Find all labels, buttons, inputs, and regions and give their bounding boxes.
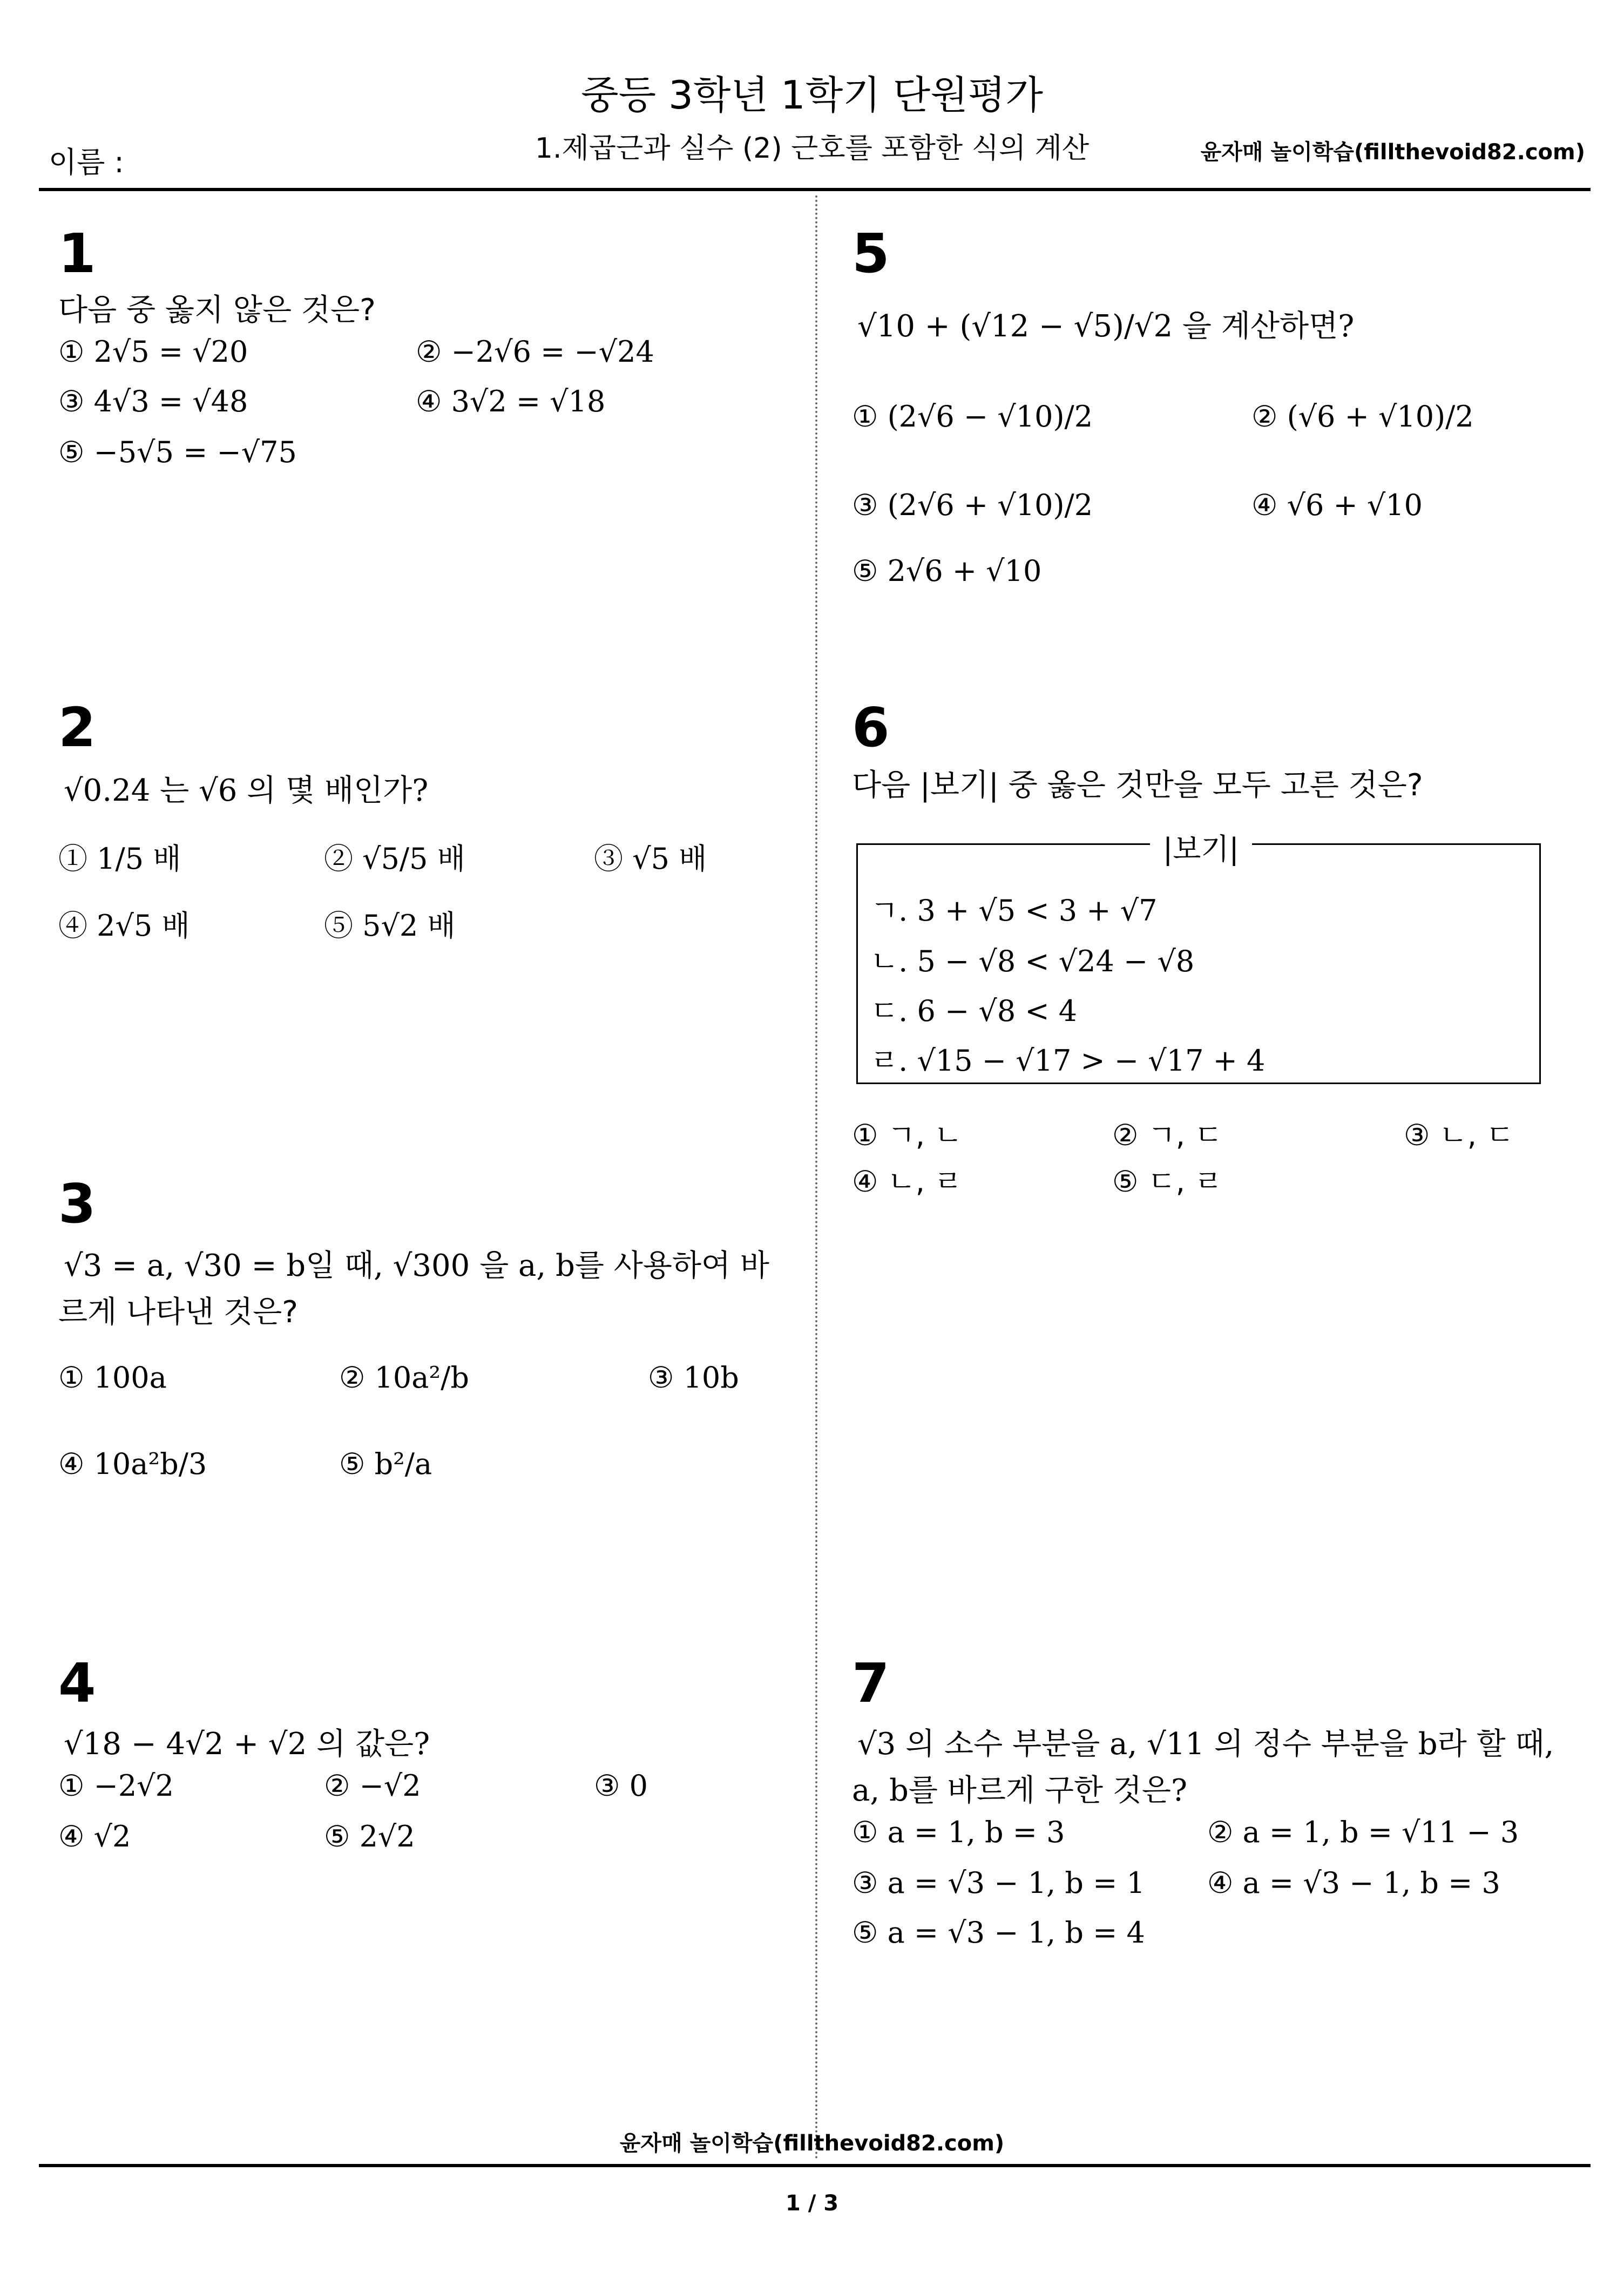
q7-option-5[interactable]: ⑤ a = √3 − 1, b = 4	[852, 1916, 1145, 1950]
q4-option-2[interactable]: ② −√2	[324, 1769, 421, 1803]
q3-option-5[interactable]: ⑤ b²/a	[339, 1447, 432, 1481]
q7-option-1[interactable]: ① a = 1, b = 3	[852, 1815, 1065, 1849]
question-number-1: 1	[58, 222, 96, 285]
q6-option-5[interactable]: ⑤ ㄷ, ㄹ	[1112, 1165, 1223, 1199]
q3-option-4[interactable]: ④ 10a²b/3	[58, 1447, 207, 1481]
q1-option-5[interactable]: ⑤ −5√5 = −√75	[58, 435, 297, 469]
question-number-6: 6	[852, 696, 890, 759]
q4-option-1[interactable]: ① −2√2	[58, 1769, 174, 1803]
name-label: 이름 :	[49, 145, 124, 179]
q3-option-3[interactable]: ③ 10b	[648, 1361, 739, 1395]
question-3-prompt-line-2: 르게 나타낸 것은?	[58, 1295, 298, 1330]
q1-option-4[interactable]: ④ 3√2 = √18	[416, 384, 606, 418]
bogi-box-title: |보기|	[1150, 826, 1252, 868]
q6-option-2[interactable]: ② ㄱ, ㄷ	[1112, 1118, 1223, 1152]
page-title: 중등 3학년 1학기 단원평가	[581, 72, 1043, 118]
question-3-prompt-line-1: √3 = a, √30 = b일 때, √300 을 a, b를 사용하여 바	[64, 1248, 770, 1283]
bogi-item-1: ㄱ. 3 + √5 < 3 + √7	[870, 894, 1158, 928]
q2-option-5[interactable]: ⑤ 5√2 배	[324, 909, 456, 943]
bogi-item-3: ㄷ. 6 − √8 < 4	[870, 994, 1078, 1028]
q5-option-5[interactable]: ⑤ 2√6 + √10	[852, 554, 1042, 588]
brand-header: 윤자매 놀이학습(fillthevoid82.com)	[1200, 140, 1585, 165]
q7-option-2[interactable]: ② a = 1, b = √11 − 3	[1207, 1815, 1519, 1849]
q5-option-3[interactable]: ③ (2√6 + √10)/2	[852, 488, 1093, 522]
question-number-7: 7	[852, 1652, 890, 1715]
question-number-4: 4	[58, 1652, 96, 1715]
page-indicator: 1 / 3	[785, 2191, 839, 2216]
question-4-prompt: √18 − 4√2 + √2 의 값은?	[64, 1727, 430, 1762]
question-number-2: 2	[58, 696, 96, 759]
question-6-prompt: 다음 |보기| 중 옳은 것만을 모두 고른 것은?	[852, 768, 1423, 803]
q5-option-1[interactable]: ① (2√6 − √10)/2	[852, 400, 1093, 434]
question-5-prompt: √10 + (√12 − √5)/√2 을 계산하면?	[857, 309, 1355, 344]
q2-option-1[interactable]: ① 1/5 배	[58, 842, 181, 876]
question-2-prompt: √0.24 는 √6 의 몇 배인가?	[64, 773, 429, 808]
brand-footer: 윤자매 놀이학습(fillthevoid82.com)	[619, 2131, 1005, 2156]
q3-option-1[interactable]: ① 100a	[58, 1361, 167, 1395]
q6-option-4[interactable]: ④ ㄴ, ㄹ	[852, 1165, 963, 1199]
q5-option-4[interactable]: ④ √6 + √10	[1251, 488, 1423, 522]
q2-option-3[interactable]: ③ √5 배	[594, 842, 707, 876]
q4-option-4[interactable]: ④ √2	[58, 1819, 131, 1853]
q1-option-2[interactable]: ② −2√6 = −√24	[416, 335, 654, 369]
bogi-item-4: ㄹ. √15 − √17 > − √17 + 4	[870, 1044, 1266, 1078]
q7-option-4[interactable]: ④ a = √3 − 1, b = 3	[1207, 1866, 1500, 1900]
question-7-prompt-line-2: a, b를 바르게 구한 것은?	[852, 1773, 1188, 1808]
question-7-prompt-line-1: √3 의 소수 부분을 a, √11 의 정수 부분을 b라 할 때,	[857, 1727, 1554, 1762]
bogi-item-2: ㄴ. 5 − √8 < √24 − √8	[870, 944, 1195, 978]
q5-option-2[interactable]: ② (√6 + √10)/2	[1251, 400, 1474, 434]
footer-rule	[39, 2164, 1591, 2167]
unit-subtitle: 1.제곱근과 실수 (2) 근호를 포함한 식의 계산	[534, 132, 1090, 165]
q3-option-2[interactable]: ② 10a²/b	[339, 1361, 469, 1395]
q2-option-4[interactable]: ④ 2√5 배	[58, 909, 190, 943]
question-number-5: 5	[852, 222, 890, 285]
q7-option-3[interactable]: ③ a = √3 − 1, b = 1	[852, 1866, 1145, 1900]
question-number-3: 3	[58, 1172, 96, 1235]
column-divider	[815, 195, 817, 2161]
q1-option-1[interactable]: ① 2√5 = √20	[58, 335, 248, 369]
q4-option-3[interactable]: ③ 0	[594, 1769, 648, 1803]
q1-option-3[interactable]: ③ 4√3 = √48	[58, 384, 248, 418]
header-rule	[39, 188, 1591, 191]
q6-option-1[interactable]: ① ㄱ, ㄴ	[852, 1118, 963, 1152]
question-1-prompt: 다음 중 옳지 않은 것은?	[58, 293, 376, 328]
q6-option-3[interactable]: ③ ㄴ, ㄷ	[1404, 1118, 1514, 1152]
q2-option-2[interactable]: ② √5/5 배	[324, 842, 465, 876]
q4-option-5[interactable]: ⑤ 2√2	[324, 1819, 415, 1853]
